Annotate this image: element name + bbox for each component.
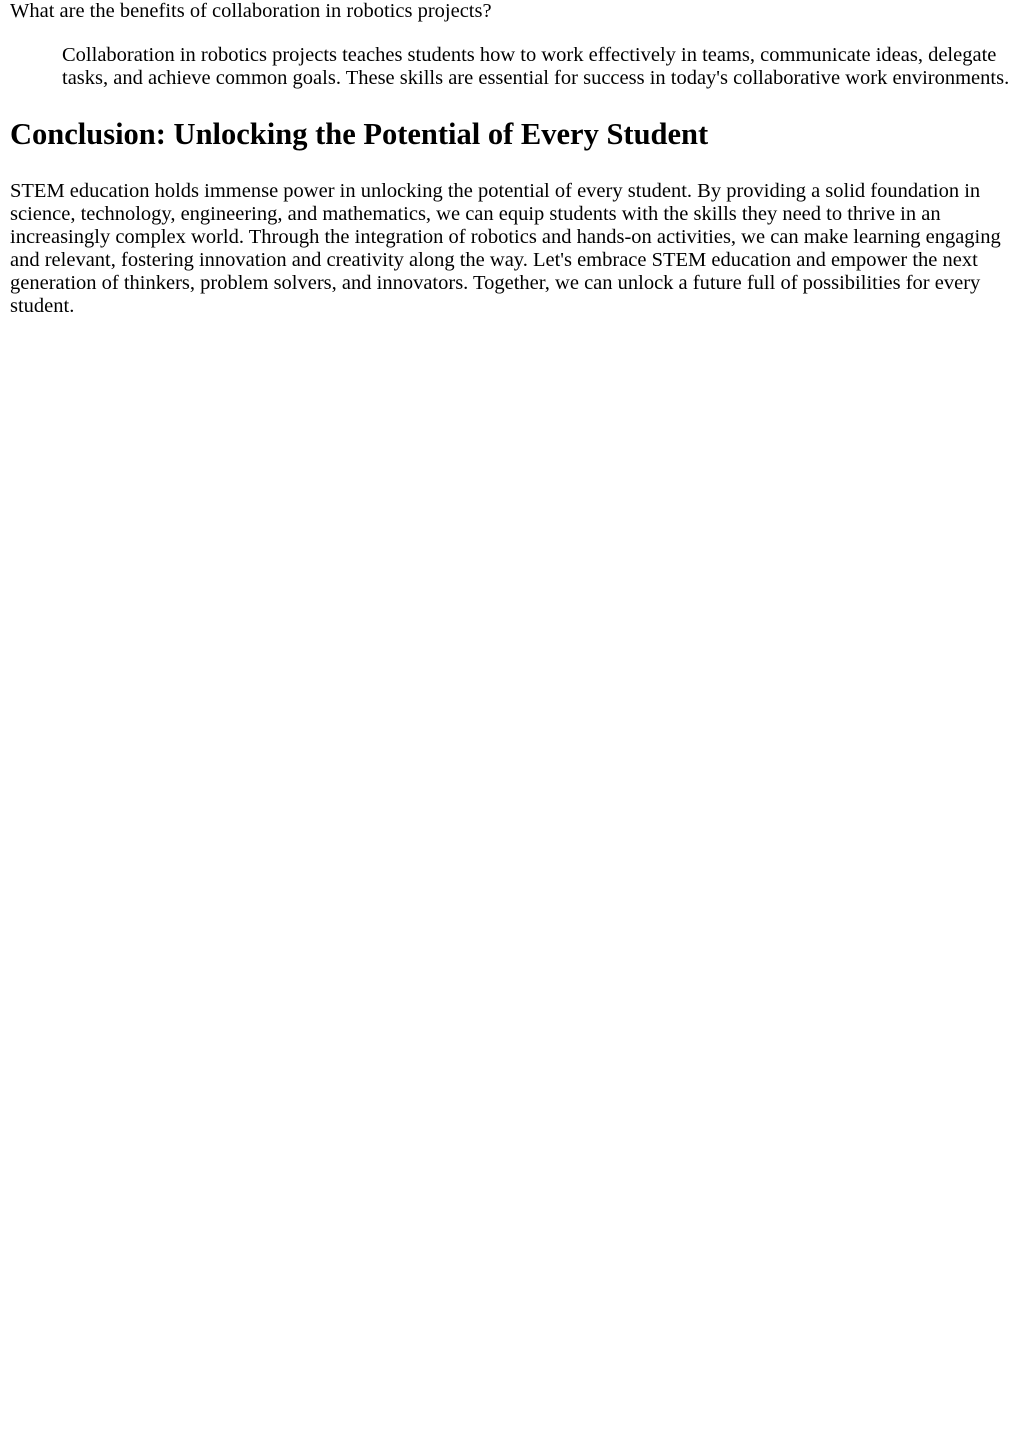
- conclusion-heading: Conclusion: Unlocking the Potential of Every Student: [10, 117, 709, 151]
- conclusion-paragraph: STEM education holds immense power in unlocking the potential of every student. By providing a solid foundation in science, technology, engineering, and mathematics, we can equip students with the skills they need to thrive in an increasingly complex world. Through the integration of robotics and hands-on activities, we can make learning engaging and relevant, fostering innovation and creativity along the way. Let's embrace STEM education and empower the next generation of thinkers, problem solvers, and innovators. Together, we can unlock a future full of possibilities for every student.: [10, 180, 1001, 317]
- faq-answer: Collaboration in robotics projects teaches students how to work effectively in teams, communicate ideas, delegate tasks, and achieve common goals. These skills are essential for success in today's collaborative work environments.: [62, 44, 1010, 89]
- document-page: [0, 0, 1024, 318]
- faq-question: What are the benefits of collaboration in robotics projects?: [10, 0, 492, 22]
